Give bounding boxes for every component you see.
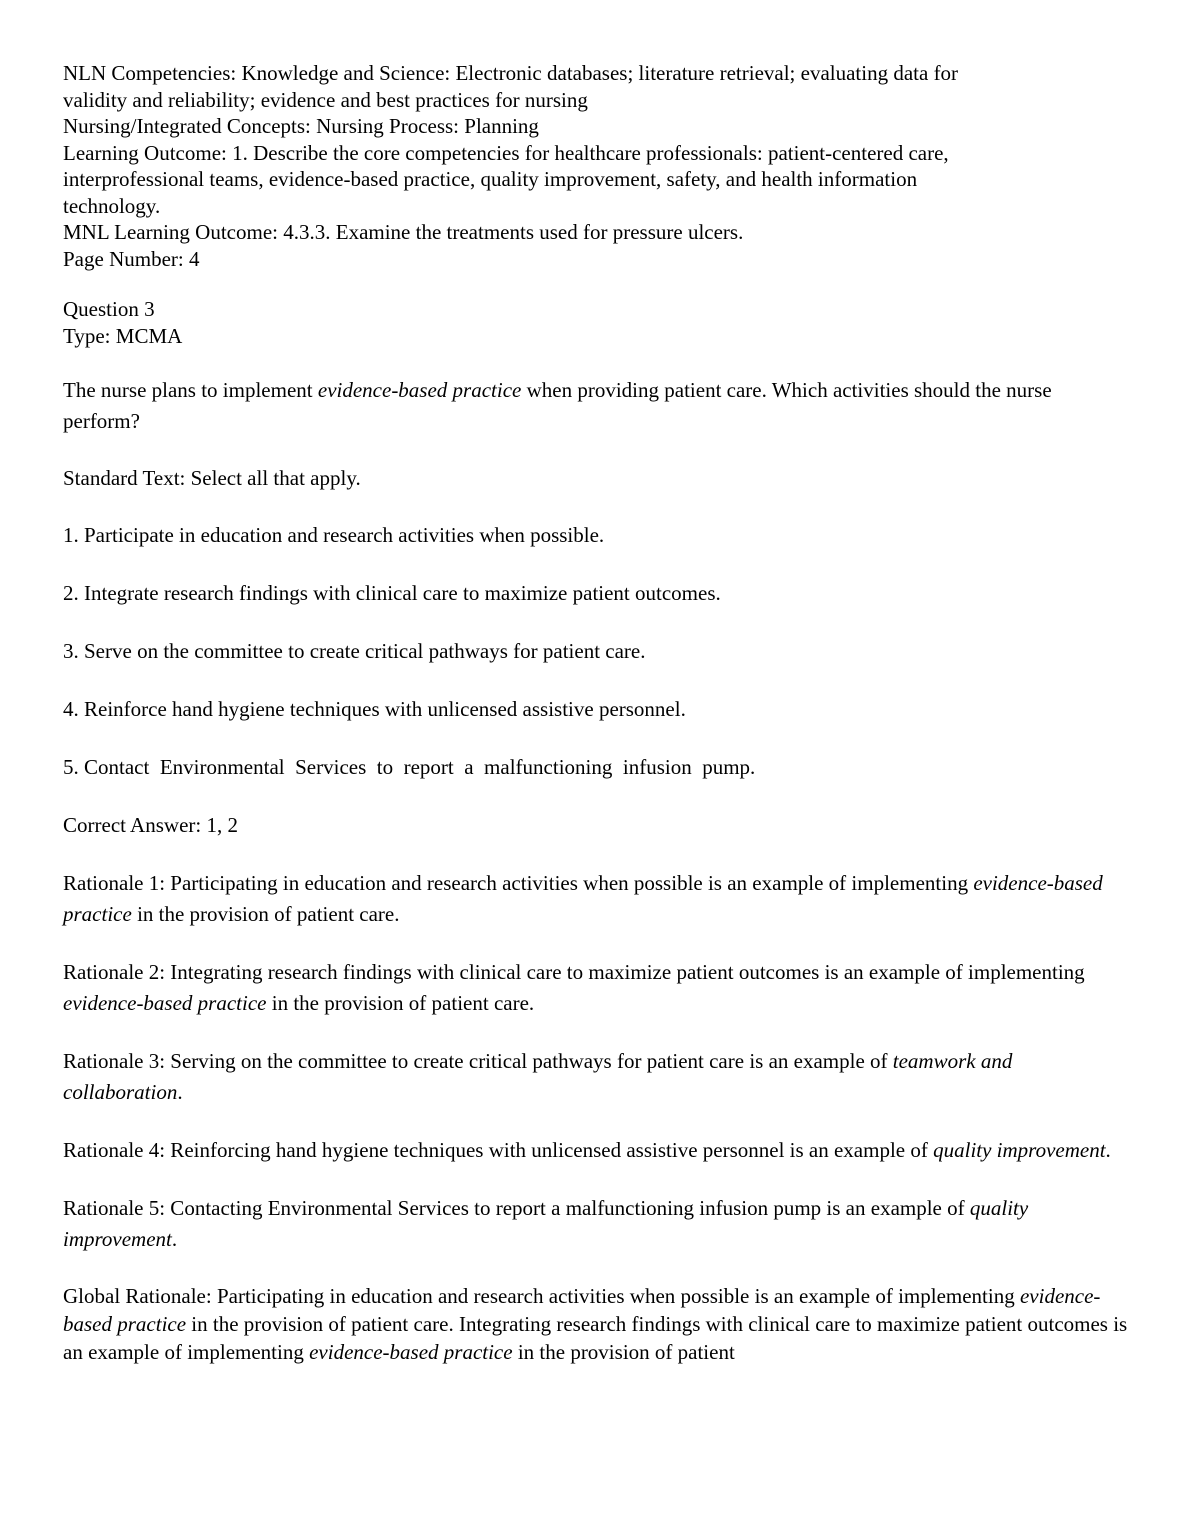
learning-outcome-line-3: technology.	[63, 193, 161, 218]
rationale-2: Rationale 2: Integrating research findings with clinical care to maximize patient outcomes is an example of implementing evidence-based practice in the provision of patient care.	[63, 960, 1085, 1015]
rationale-4: Rationale 4: Reinforcing hand hygiene techniques with unlicensed assistive personnel is an example of quality improvement.	[63, 1138, 1111, 1162]
nln-competencies-line-2: validity and reliability; evidence and best practices for nursing	[63, 87, 588, 112]
question-number: Question 3	[63, 297, 155, 321]
page-number: Page Number: 4	[63, 246, 200, 271]
nursing-concepts: Nursing/Integrated Concepts: Nursing Process: Planning	[63, 114, 539, 138]
option-3: 3. Serve on the committee to create critical pathways for patient care.	[63, 639, 646, 663]
rationale-3: Rationale 3: Serving on the committee to create critical pathways for patient care is an example of teamwork and collaboration.	[63, 1049, 1013, 1104]
question-header	[63, 296, 1133, 349]
option-2: 2. Integrate research findings with clinical care to maximize patient outcomes.	[63, 581, 721, 605]
stem-emphasis: evidence-based practice	[317, 378, 522, 402]
rationale-5: Rationale 5: Contacting Environmental Services to report a malfunctioning infusion pump is an example of quality improvement.	[63, 1196, 1029, 1251]
option-4: 4. Reinforce hand hygiene techniques with unlicensed assistive personnel.	[63, 697, 686, 721]
learning-outcome-line-2: interprofessional teams, evidence-based practice, quality improvement, safety, and health information	[63, 167, 918, 191]
standard-text: Standard Text: Select all that apply.	[63, 466, 361, 490]
rationale-1: Rationale 1: Participating in education and research activities when possible is an example of implementing evidence-based practice in the provision of patient care.	[63, 871, 1103, 926]
correct-answer: Correct Answer: 1, 2	[63, 813, 238, 837]
global-rationale: Global Rationale: Participating in education and research activities when possible is an example of implementing evidence-based practice in the provision of patient care. Integrating research findings with clinical care to maximize patient outcomes is an example of implementing evidence-based practice in the provision of patient	[63, 1284, 1128, 1364]
learning-outcome-line-1: Learning Outcome: 1. Describe the core competencies for healthcare professionals: patient-centered care,	[63, 140, 949, 165]
document-page	[63, 60, 1133, 1366]
option-1: 1. Participate in education and research activities when possible.	[63, 523, 605, 547]
option-5: 5. Contact Environmental Services to report a malfunctioning infusion pump.	[63, 755, 756, 779]
answer-options	[63, 520, 1133, 783]
mnl-learning-outcome: MNL Learning Outcome: 4.3.3. Examine the treatments used for pressure ulcers.	[63, 220, 744, 244]
question-type: Type: MCMA	[63, 323, 183, 348]
question-stem: The nurse plans to implement evidence-based practice when providing patient care. Which activities should the nurse perform?	[63, 378, 1052, 433]
nln-competencies-line-1: NLN Competencies: Knowledge and Science: Electronic databases; literature retrieval; evaluating data for	[63, 61, 959, 85]
question-metadata	[63, 60, 1133, 272]
